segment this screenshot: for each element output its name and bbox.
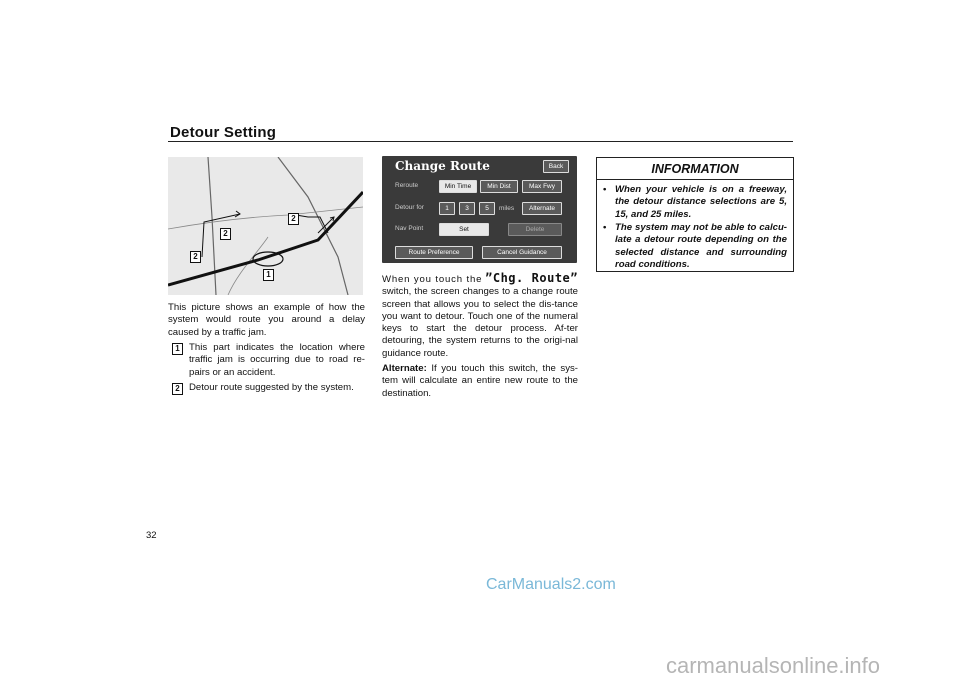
legend-number: 1 [172, 343, 183, 355]
body-text: switch, the screen changes to a change route screen that allows you to select the dis-tance you want to detour. Touch one of the numeral keys to start the detour process. Af-ter detouring, the system returns to the origi-nal guidance route. [382, 286, 578, 359]
map-caption: This picture shows an example of how the system would route you around a delay caused by a traffic jam. [168, 302, 365, 338]
section-title: Detour Setting [170, 124, 277, 141]
info-bullet [603, 184, 787, 221]
alternate-button[interactable]: Alternate [522, 202, 562, 215]
screen-title: Change Route [395, 159, 490, 173]
bullet-dot-icon: • [603, 222, 607, 233]
legend-item [172, 342, 365, 379]
miles-label: miles [499, 205, 515, 212]
delete-button[interactable]: Delete [508, 223, 562, 236]
switch-name: ”Chg. Route” [485, 271, 578, 285]
title-rule [168, 141, 793, 142]
legend-item [172, 382, 365, 394]
info-bullet-text: When your vehicle is on a freeway, the detour distance selections are 5, 15, and 25 miles. [615, 184, 787, 220]
nav-point-label: Nav Point [395, 225, 424, 232]
legend-text: Detour route suggested by the system. [189, 382, 354, 393]
detour-3-button[interactable]: 3 [459, 202, 475, 215]
watermark-carmanuals2: CarManuals2.com [486, 576, 616, 593]
callout-1: 1 [263, 269, 274, 281]
map-illustration [168, 157, 363, 295]
legend-text: This part indicates the location where traffic jam is occurring due to road re-pairs or an accident. [189, 342, 365, 378]
set-button[interactable]: Set [439, 223, 489, 236]
callout-2: 2 [190, 251, 201, 263]
info-bullet [603, 222, 787, 271]
chg-route-description [382, 272, 578, 403]
information-title: INFORMATION [651, 162, 739, 176]
information-box [596, 157, 794, 272]
min-dist-button[interactable]: Min Dist [480, 180, 518, 193]
info-bullet-text: The system may not be able to calcu-late a detour route depending on the selected distance and surrounding road conditions. [615, 222, 787, 270]
change-route-screen [382, 156, 577, 263]
min-time-button[interactable]: Min Time [439, 180, 477, 193]
cancel-guidance-button[interactable]: Cancel Guidance [482, 246, 562, 259]
reroute-label: Reroute [395, 182, 419, 189]
page-number: 32 [146, 530, 157, 541]
alternate-label: Alternate: [382, 363, 427, 375]
back-button[interactable]: Back [543, 160, 569, 173]
max-fwy-button[interactable]: Max Fwy [522, 180, 562, 193]
legend-number: 2 [172, 383, 183, 395]
information-rule [597, 179, 793, 180]
detour-1-button[interactable]: 1 [439, 202, 455, 215]
route-preference-button[interactable]: Route Preference [395, 246, 473, 259]
detour-label: Detour for [395, 204, 424, 211]
callout-2: 2 [220, 228, 231, 240]
callout-2: 2 [288, 213, 299, 225]
alternate-text: If you touch this switch, the sys-tem will calculate an entire new route to the destination. [382, 363, 578, 399]
detour-5-button[interactable]: 5 [479, 202, 495, 215]
lead-text: When you touch the [382, 274, 483, 285]
bullet-dot-icon: • [603, 184, 607, 195]
watermark-carmanualsonline: carmanualsonline.info [666, 653, 881, 678]
